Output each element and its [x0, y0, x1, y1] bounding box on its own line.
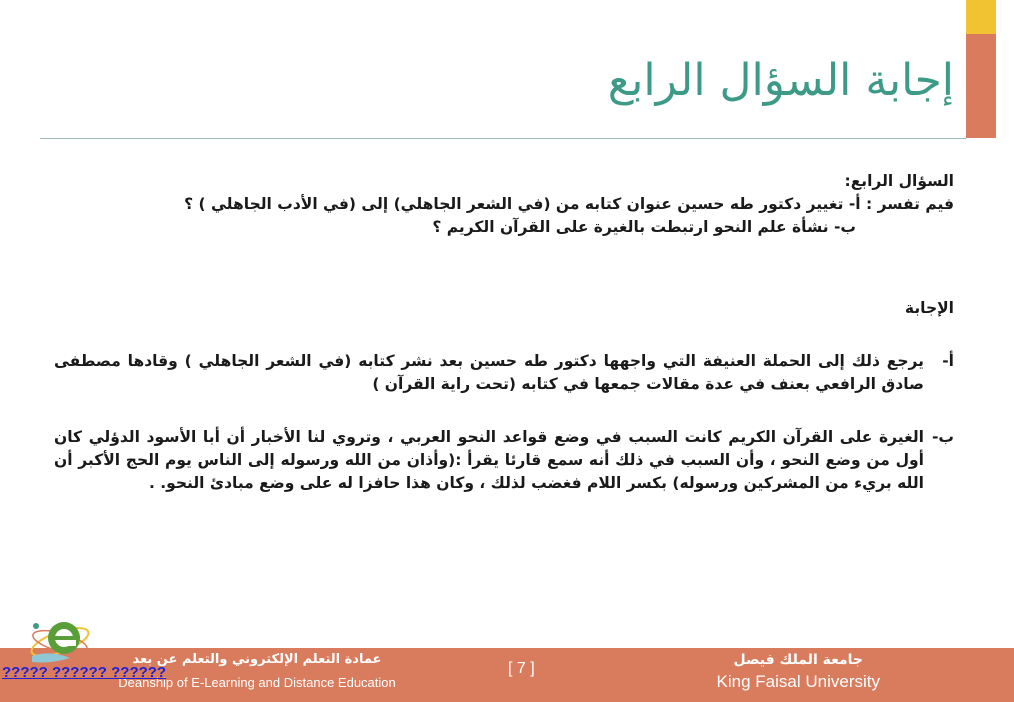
answer-b-text: الغيرة على القرآن الكريم كانت السبب في وضع قواعد النحو العربي ، وتروي لنا الأخبار أن أبا الأسود الدؤلي كان أول من وضع النحو ، وأن السبب في ذلك أنه سمع قارئا يقرأ :(وأذان من الله ورسوله إلى الناس يوم الحج الأكبر أن الله بريء من المشركين ورسوله) بكسر اللام فغضب لذلك ، وكان هذا حافزا له على وضع مبادئ النحو. . [54, 428, 924, 492]
question-b: ب- نشأة علم النحو ارتبطت بالغيرة على القرآن الكريم ؟ [432, 218, 856, 236]
university-name-ar: جامعة الملك فيصل [733, 652, 864, 668]
deanship-name-ar: عمادة التعلم الإلكتروني والتعلم عن بعد [132, 652, 382, 667]
accent-bar-top [966, 0, 996, 34]
title-divider [40, 138, 966, 139]
university-name-en: King Faisal University [716, 672, 880, 691]
deanship-name-en: Deanship of E-Learning and Distance Education [118, 675, 396, 690]
page-number: [ 7 ] [508, 660, 535, 677]
slide-content [54, 170, 954, 495]
question-a: فيم تفسر : أ- تغيير دكتور طه حسين عنوان كتابه من (في الشعر الجاهلي) إلى (في الأدب الجاهلي ) ؟ [184, 195, 954, 213]
answer-a-marker: أ- [942, 352, 954, 370]
answer-b-marker: ب- [931, 428, 954, 446]
answer-b [54, 426, 954, 495]
broken-link-text[interactable]: ????? ?????? ?????? [2, 664, 167, 681]
answer-heading: الإجابة [904, 299, 954, 317]
university-block [717, 648, 880, 692]
question-heading: السؤال الرابع: [844, 172, 954, 190]
elearning-logo-icon [20, 606, 92, 666]
slide-title: إجابة السؤال الرابع [607, 55, 954, 106]
answer-a-text: يرجع ذلك إلى الحملة العنيفة التي واجهها دكتور طه حسين بعد نشر كتابه (في الشعر الجاهلي ) وقادها مصطفى صادق الرافعي بعنف في عدة مقالات جمعها في كتابه (تحت راية القرآن ) [54, 352, 924, 393]
answer-a [54, 350, 954, 396]
